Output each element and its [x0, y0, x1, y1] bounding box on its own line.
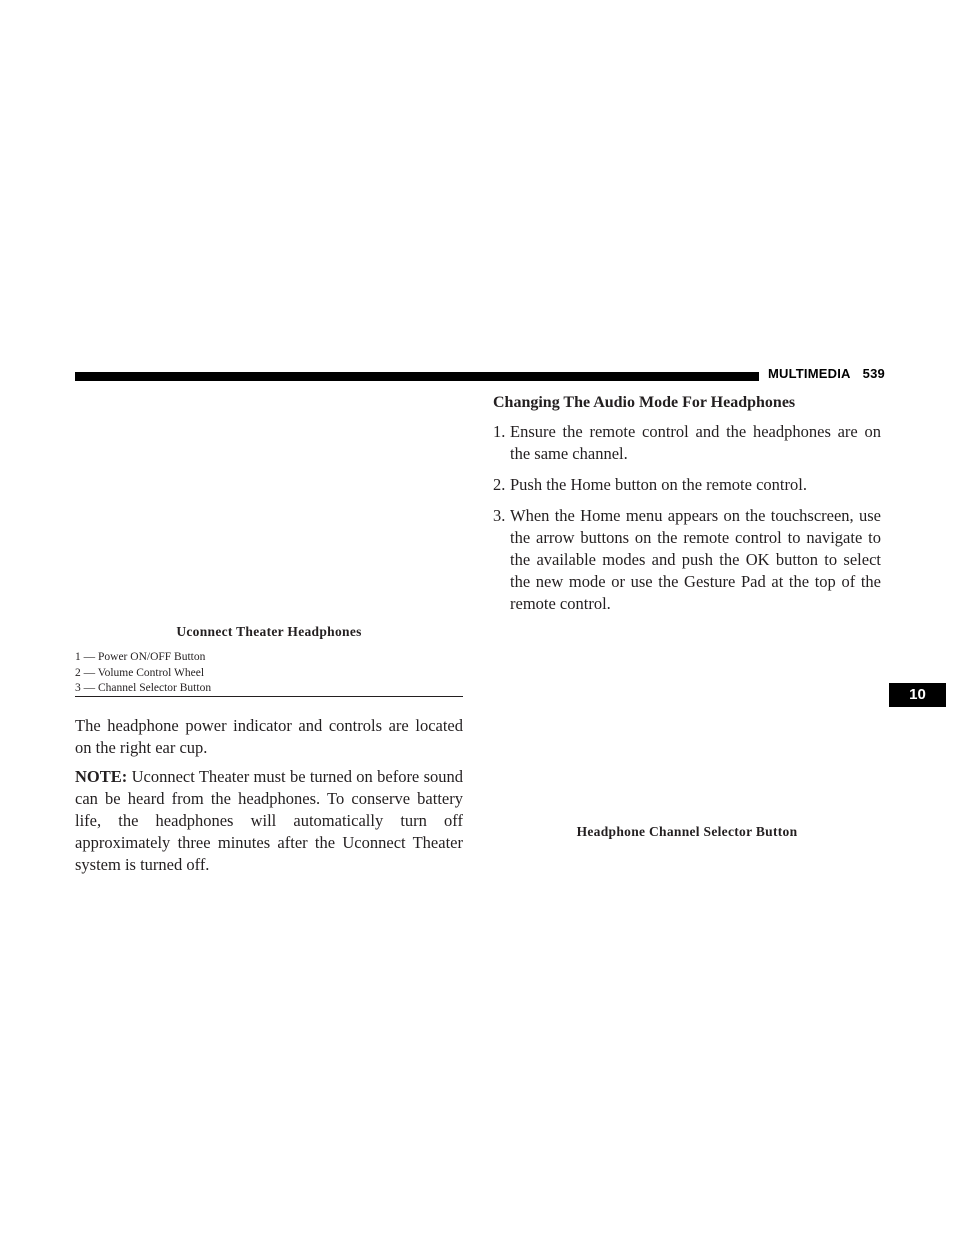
step-number: 2. — [493, 475, 506, 494]
step-text: Push the Home button on the remote control. — [510, 475, 807, 494]
note-text: Uconnect Theater must be turned on before sound can be heard from the headphones. To conserve battery life, the headphones will automatically turn off approximately three minutes after the Uconnect Theater system is turned off. — [75, 767, 463, 874]
body-paragraph: The headphone power indicator and controls are located on the right ear cup. — [75, 716, 463, 757]
step-text: When the Home menu appears on the touchscreen, use the arrow buttons on the remote control to navigate to the available modes and push the OK button to select the new mode or use the Gesture Pad at the top of the remote control. — [510, 506, 881, 613]
section-heading: Changing The Audio Mode For Headphones — [493, 394, 796, 411]
list-item — [493, 474, 881, 496]
step-number: 1. — [493, 422, 506, 441]
legend-item: 1 — Power ON/OFF Button — [75, 651, 206, 663]
note-label: NOTE: — [75, 767, 128, 786]
figure-caption-channel-selector: Headphone Channel Selector Button — [576, 824, 798, 839]
list-item — [493, 421, 881, 465]
step-number: 3. — [493, 506, 506, 525]
legend-item: 3 — Channel Selector Button — [75, 682, 212, 694]
figure-legend — [75, 650, 463, 697]
step-text: Ensure the remote control and the headphones are on the same channel. — [510, 422, 881, 463]
legend-divider — [75, 696, 463, 697]
legend-item: 2 — Volume Control Wheel — [75, 666, 205, 679]
running-header — [768, 366, 885, 381]
chapter-tab: 10 — [889, 683, 946, 707]
steps-list — [493, 421, 881, 624]
header-section-title: MULTIMEDIA — [768, 366, 851, 381]
header-rule-bar — [75, 372, 759, 381]
page-number: 539 — [862, 366, 885, 381]
figure-caption-headphones: Uconnect Theater Headphones — [176, 624, 362, 639]
note-paragraph — [75, 766, 463, 876]
list-item — [493, 505, 881, 615]
